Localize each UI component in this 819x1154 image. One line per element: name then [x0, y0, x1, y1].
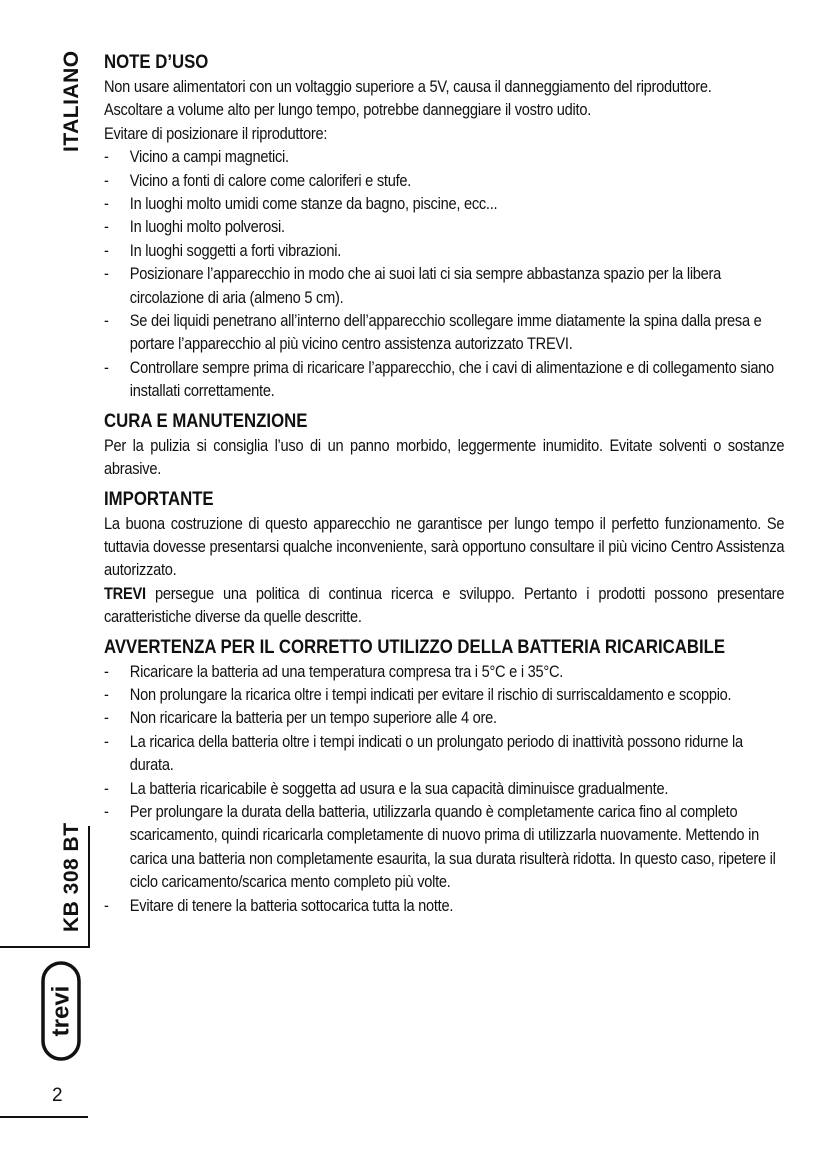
- list-item: - Vicino a fonti di calore come caloriferi e stufe.: [104, 170, 412, 190]
- list-item: - In luoghi molto umidi come stanze da bagno, piscine, ecc...: [104, 194, 498, 214]
- battery-list: [104, 660, 784, 917]
- section-title-batteria: AVVERTENZA PER IL CORRETTO UTILIZZO DELLA BATTERIA RICARICABILE: [104, 635, 726, 658]
- list-item: - In luoghi soggetti a forti vibrazioni.: [104, 240, 342, 260]
- section-title-cura: CURA E MANUTENZIONE: [104, 409, 308, 432]
- brand-word: TREVI: [104, 583, 146, 603]
- paragraph: Non usare alimentatori con un voltaggio superiore a 5V, causa il danneggiamento del riproduttore.: [104, 77, 712, 96]
- svg-text:trevi: trevi: [47, 985, 75, 1037]
- list-item: - Se dei liquidi penetrano all’interno dell’apparecchio scollegare imme diatamente la spina dalla presa e portare l’apparecchio al più vicino centro assistenza autorizzato TREVI.: [104, 311, 762, 354]
- side-divider-vertical: [88, 826, 90, 946]
- list-item: - In luoghi molto polverosi.: [104, 217, 285, 237]
- list-item: - Non prolungare la ricarica oltre i tempi indicati per evitare il rischio di surriscaldamento e scoppio.: [104, 684, 732, 704]
- trevi-logo: [40, 960, 82, 1062]
- list-item: - Per prolungare la durata della batteria, utilizzarla quando è completamente carica fino al completo scaricamento, quindi ricaricarla completamente di nuovo prima di utilizzarla nuovamente. Mettendo in carica una batteria non completamente esaurita, la sua durata risulterà ridotta. In questo caso, ripetere il ciclo caricamento/scarica mento completo più volte.: [104, 801, 776, 892]
- list-item: - Posizionare l’apparecchio in modo che ai suoi lati ci sia sempre abbastanza spazio per la libera circolazione di aria (almeno 5 cm).: [104, 264, 722, 307]
- page-number: 2: [52, 1085, 63, 1106]
- list-item: - Evitare di tenere la batteria sottocarica tutta la notte.: [104, 895, 454, 915]
- list-item: - Vicino a campi magnetici.: [104, 147, 289, 167]
- list-item: - Non ricaricare la batteria per un tempo superiore alle 4 ore.: [104, 708, 497, 728]
- language-label: ITALIANO: [60, 50, 83, 152]
- paragraph: Per la pulizia si consiglia l’uso di un panno morbido, leggermente inumidito. Evitate solventi o sostanze abrasive.: [104, 435, 785, 479]
- side-divider-horizontal: [0, 946, 90, 948]
- section-title-importante: IMPORTANTE: [104, 487, 214, 510]
- list-item: - La batteria ricaricabile è soggetta ad usura e la sua capacità diminuisce gradualmente.: [104, 778, 669, 798]
- page-number-rule: [0, 1116, 88, 1118]
- paragraph: Evitare di posizionare il riproduttore:: [104, 123, 328, 143]
- paragraph: Ascoltare a volume alto per lungo tempo, potrebbe danneggiare il vostro udito.: [104, 100, 592, 120]
- document-body: [104, 50, 784, 917]
- usage-list: [104, 145, 784, 402]
- list-item: - La ricarica della batteria oltre i tempi indicati o un prolungato periodo di inattività possono ridurne la durata.: [104, 731, 743, 775]
- section-title-note-uso: NOTE D’USO: [104, 51, 209, 73]
- paragraph-brand: TREVI persegue una politica di continua ricerca e sviluppo. Pertanto i prodotti possono presentare caratteristiche diverse da quelle descritte.: [104, 583, 785, 627]
- list-item: - Ricaricare la batteria ad una temperatura compresa tra i 5°C e i 35°C.: [104, 661, 564, 681]
- list-item: - Controllare sempre prima di ricaricare l’apparecchio, che i cavi di alimentazione e di collegamento siano installati correttamente.: [104, 357, 774, 401]
- paragraph: La buona costruzione di questo apparecchio ne garantisce per lungo tempo il perfetto funzionamento. Se tuttavia dovesse presentarsi qualche inconveniente, sarà opportuno consultare il più vicino Centro Assistenza autorizzato.: [104, 513, 785, 580]
- model-label: KB 308 BT: [60, 822, 83, 932]
